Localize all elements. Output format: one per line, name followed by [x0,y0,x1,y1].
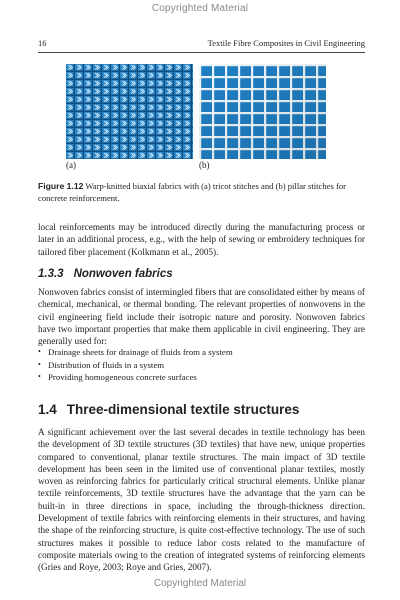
figure-label-a: (a) [66,160,76,170]
section-title: Nonwoven fabrics [73,268,173,280]
body-paragraph-1: local reinforcements may be introduced directly during the manufacturing process or later in an additional process, e.g., with the help of sewing or embroidery techniques for tailored fiber placement (Kolkmann et al., 2005). [38,222,365,257]
section-title: Three-dimensional textile structures [66,402,300,417]
bullet-list [38,346,365,384]
section-heading-1-3-3 [38,268,173,280]
section-number: 1.3.3 [38,268,64,280]
figure-caption-text: Warp-knitted biaxial fabrics with (a) tricot stitches and (b) pillar stitches for concrete reinforcement. [38,181,346,203]
copyright-watermark-bottom: Copyrighted Material [153,578,247,589]
section-heading-1-4 [38,402,299,417]
list-item: • Providing homogeneous concrete surfaces [38,371,365,384]
figure-caption-label: Figure 1.12 [38,181,84,191]
running-head-title: Textile Fibre Composites in Civil Engineering [207,38,365,48]
header-rule [38,52,365,53]
list-item: • Drainage sheets for drainage of fluids from a system [38,346,365,359]
copyright-watermark-top: Copyrighted Material [151,3,249,14]
body-paragraph-3: A significant achievement over the last several decades in textile technology has been the development of 3D textile structures (3D textiles) that have new, unique properties compared to conventional, planar textile structures. The main impact of 3D textile development has been seen in the limited use of conventional planar textiles, mostly woven as reinforcing fabrics for particularly critical structural elements. Unlike planar textile reinforcements, 3D textile structures have the advantage that the yarn can be built-in in three directions in space, including the through-thickness direction. Development of textile fabrics with reinforcing elements in their structures, and having the shape of the reinforcing structure, is quite cost-effective technology. The use of such structures makes it possible to reduce labor costs related to the manufacture of composite materials owing to the creation of integrated systems of reinforcing elements (Gries and Roye, 2003; Roye and Gries, 2007). [38,427,365,573]
figure-image-b-pillar-fabric [199,64,326,159]
figure-label-b: (b) [199,160,210,170]
list-item: • Distribution of fluids in a system [38,359,365,372]
figure-caption [38,180,365,204]
figure-image-a-tricot-fabric [66,64,193,159]
section-number: 1.4 [38,402,57,417]
page-number: 16 [38,38,47,48]
body-paragraph-2: Nonwoven fabrics consist of intermingled fibers that are consolidated either by means of chemical, mechanical, or thermal bonding. The relevant properties of nonwovens in the civil engineering field include their isotropic nature and porosity. Nonwoven fabrics have two important properties that make them applicable in civil engineering. They are generally used for: [38,287,365,347]
